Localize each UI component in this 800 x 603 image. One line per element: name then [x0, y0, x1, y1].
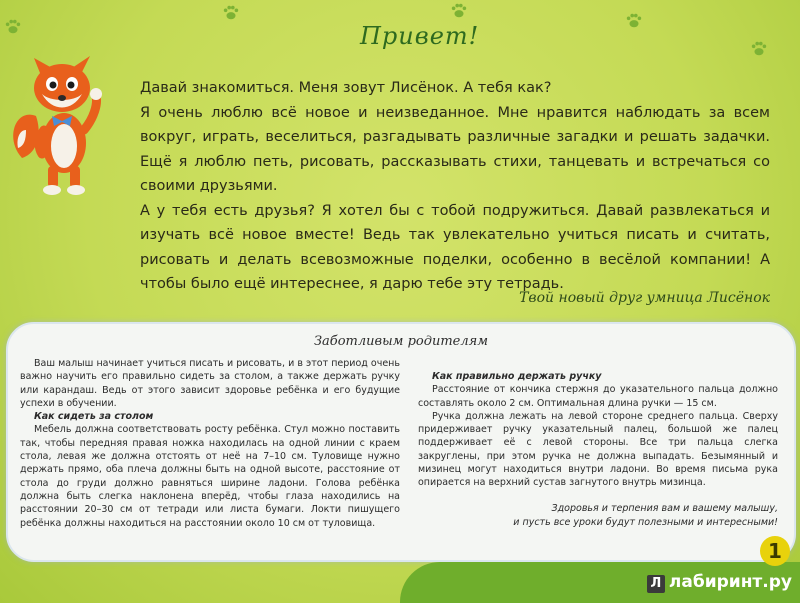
wish-line: и пусть все уроки будут полезными и интересными! [513, 516, 778, 528]
paw-print-icon [222, 4, 240, 22]
intro-paragraph: Давай знакомиться. Меня зовут Лисёнок. А тебя как? [140, 80, 552, 96]
parents-note-left-column [20, 357, 400, 530]
paw-print-icon [4, 18, 22, 36]
watermark-logo-icon: Л [647, 575, 665, 593]
parents-note-right-column [418, 370, 778, 530]
paw-print-icon [450, 2, 468, 20]
intro-text [140, 76, 770, 297]
signature: Твой новый друг умница Лисёнок [519, 290, 770, 306]
parents-note-panel [6, 322, 796, 562]
pen-holding-text: Ручка должна лежать на левой стороне среднего пальца. Сверху придерживает ручку указательный палец, большой же палец поддерживает её с левой стороны. Все три пальца слегка закруглены, при этом ручка не должна выпадать. Безымянный и мизинец могут находиться внутри ладони. Во время письма рука опирается на верхний сустав загнутого внутрь мизинца. [418, 410, 778, 489]
paw-print-icon [625, 12, 643, 30]
parents-note-title: Заботливым родителям [313, 334, 489, 349]
page-number-badge: 1 [760, 536, 790, 566]
pen-holding-text: Расстояние от кончика стержня до указательного пальца должно составлять около 2 см. Оптимальная длина ручки — 15 см. [418, 384, 778, 409]
fox-mascot-illustration [12, 38, 110, 198]
watermark [647, 572, 792, 593]
wish-line: Здоровья и терпения вам и вашему малышу, [551, 502, 778, 514]
paw-print-icon [750, 40, 768, 58]
intro-paragraph: А у тебя есть друзья? Я хотел бы с тобой подружиться. Давай развлекаться и изучать всё новое вместе! Ведь так увлекательно учиться писать и считать, рисовать и делать всевозможные поделки, особенно в весёлой компании! А чтобы было ещё интереснее, я дарю тебе эту тетрадь. [140, 202, 770, 292]
sitting-heading: Как сидеть за столом [34, 411, 154, 423]
pen-holding-heading: Как правильно держать ручку [432, 371, 602, 382]
intro-paragraph: Я очень люблю всё новое и неизведанное. Мне нравится наблюдать за всем вокруг, играть, веселиться, разгадывать различные загадки и решать задачки. Ещё я люблю петь, рисовать, рассказывать стихи, танцевать и встречаться со своими друзьями. [140, 104, 770, 194]
page-title: Привет! [360, 22, 480, 50]
sitting-text: Мебель должна соответствовать росту ребёнка. Стул можно поставить так, чтобы передняя правая ножка находилась на одной линии с краем стола, левая же должна отстоять от неё на 7–10 см. Туловище нужно держать прямо, оба плеча должны быть на одной высоте, расстояние от стола до груди должно равняться ширине ладони. Голова ребёнка должна быть слегка наклонена вперёд, чтобы глаза находились на расстоянии 20–30 см от тетради или листа бумаги. Локти пишущего ребёнка должны находиться на расстоянии около 10 см от туловища. [20, 424, 400, 529]
wish-text [418, 502, 778, 530]
watermark-text: лабиринт.ру [668, 572, 792, 592]
parents-note-intro: Ваш малыш начинает учиться писать и рисовать, и в этот период очень важно научить его правильно сидеть за столом, а также держать ручку или карандаш. Ведь от этого зависит здоровье ребёнка и его будущие успехи в обучении. [20, 358, 400, 409]
